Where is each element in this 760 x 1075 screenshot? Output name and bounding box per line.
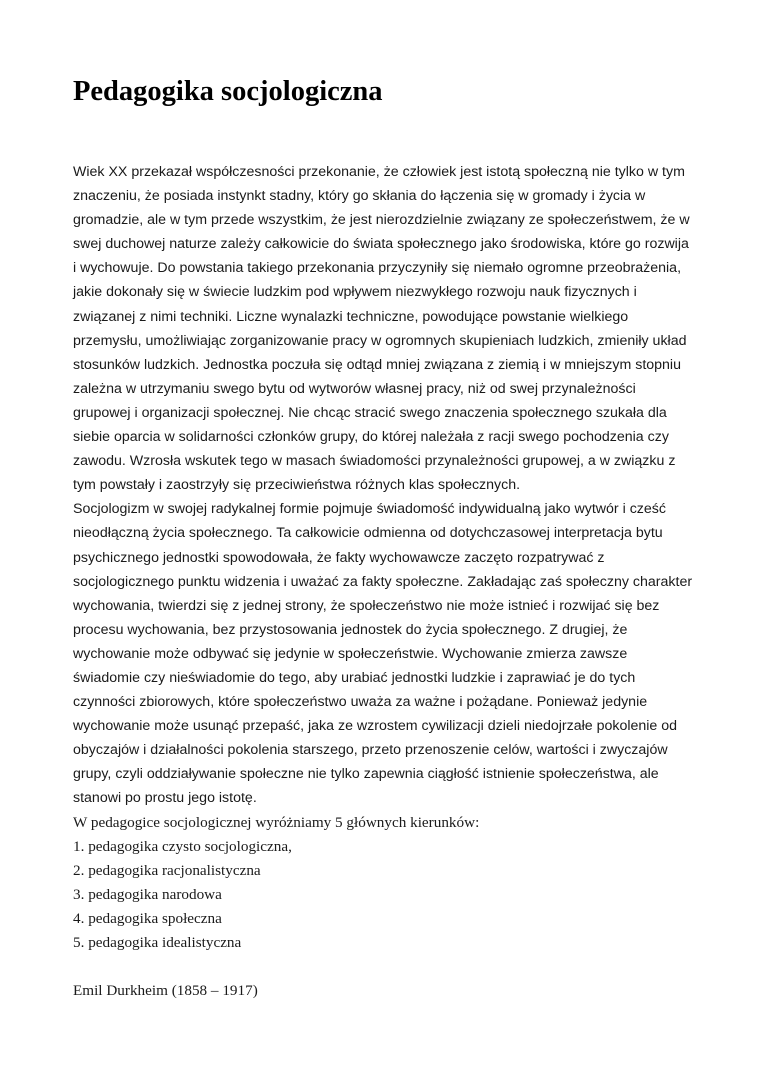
author-line: Emil Durkheim (1858 – 1917) [73,982,258,1000]
list-item: 1. pedagogika czysto socjologiczna, [73,837,292,855]
list-item: 4. pedagogika społeczna [73,909,222,927]
document-body [73,160,695,1003]
list-item: 2. pedagogika racjonalistyczna [73,861,261,879]
paragraph-1: Wiek XX przekazał współczesności przekonanie, że człowiek jest istotą społeczną nie tylko w tym znaczeniu, że posiada instynkt stadny, który go skłania do łączenia się w gromady i życia w gromadzie, ale w tym przede wszystkim, że jest nierozdzielnie związany ze społeczeństwem, że w swej duchowej naturze zależy całkowicie do świata społecznego jako środowiska, które go rozwija i wychowuje. Do powstania takiego przekonania przyczyniły się niemało ogromne przeobrażenia, jakie dokonały się w świecie ludzkim pod wpływem niezwykłego rozwoju nauk fizycznych i związanej z nimi techniki. Liczne wynalazki techniczne, powodujące powstanie wielkiego przemysłu, umożliwiając zorganizowanie pracy w ogromnych skupieniach ludzkich, zmieniły układ stosunków ludzkich. Jednostka poczuła się odtąd mniej związana z ziemią i w mniejszym stopniu zależna w utrzymaniu swego bytu od wytworów własnej pracy, niż od swej przynależności grupowej i organizacji społecznej. Nie chcąc stracić swego znaczenia społecznego szukała dla siebie oparcia w solidarności członków grupy, do której należała z racji swego pochodzenia czy zawodu. Wzrosła wskutek tego w masach świadomości przynależności grupowej, a w związku z tym powstały i zaostrzyły się przeciwieństwa różnych klas społecznych. [73,164,690,494]
list-intro: W pedagogice socjologicznej wyróżniamy 5 głównych kierunków: [73,813,480,831]
page-title: Pedagogika socjologiczna [73,76,383,107]
list-item: 3. pedagogika narodowa [73,885,222,903]
spacer [73,955,695,979]
directions-list [73,835,695,955]
list-item: 5. pedagogika idealistyczna [73,934,242,951]
paragraph-2: Socjologizm w swojej radykalnej formie pojmuje świadomość indywidualną jako wytwór i cześć nieodłączną życia społecznego. Ta całkowicie odmienna od dotychczasowej interpretacja bytu psychicznego jednostki spowodowała, że fakty wychowawcze zaczęto rozpatrywać z socjologicznego punktu widzenia i uważać za fakty społeczne. Zakładając zaś społeczny charakter wychowania, twierdzi się z jednej strony, że społeczeństwo nie może istnieć i rozwijać się bez procesu wychowania, bez przystosowania jednostek do życia społecznego. Z drugiej, że wychowanie może odbywać się jedynie w społeczeństwie. Wychowanie zmierza zawsze świadomie czy nieświadomie do tego, aby urabiać jednostki ludzkie i zaprawiać je do tych czynności zbiorowych, które społeczeństwo uważa za ważne i pożądane. Ponieważ jedynie wychowanie może usunąć przepaść, jaka ze wzrostem cywilizacji dzieli niedojrzałe pokolenie od obyczajów i działalności pokolenia starszego, przeto przenoszenie celów, wartości i zwyczajów grupy, czyli oddziaływanie społeczne nie tylko zapewnia ciągłość istnienie społeczeństwa, ale stanowi po prostu jego istotę. [73,501,693,807]
